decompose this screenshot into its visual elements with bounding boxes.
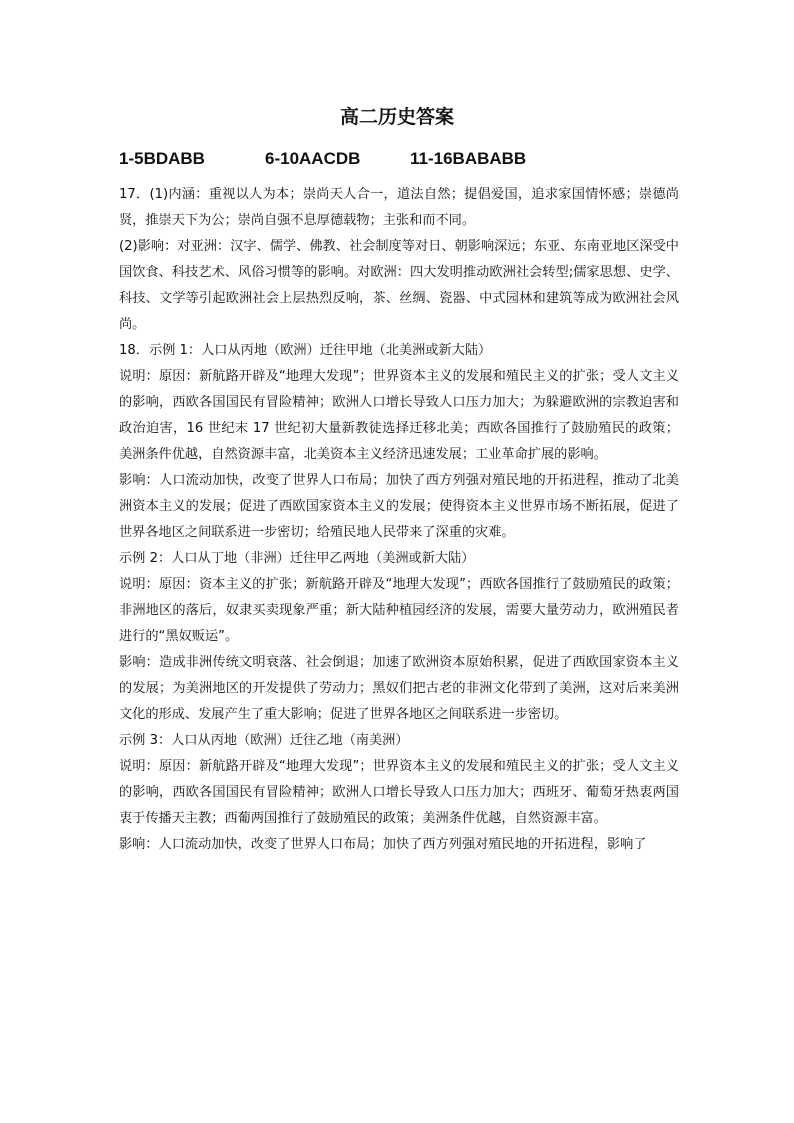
page-title: 高二历史答案 bbox=[339, 106, 454, 128]
q18-example1-heading: 18．示例 1：人口从丙地（欧洲）迁往甲地（北美洲或新大陆） bbox=[119, 343, 492, 358]
q17-part1-connotation: 17．(1)内涵：重视以人为本；崇尚天人合一，道法自然；提倡爱国，追求家国情怀感；崇德尚贤，推崇天下为公；崇尚自强不息厚德载物；主张和而不同。 bbox=[119, 187, 679, 228]
q18-example3-heading: 示例 3：人口从丙地（欧洲）迁往乙地（南美洲） bbox=[119, 733, 409, 748]
q18-example2-influence: 影响：造成非洲传统文明衰落、社会倒退；加速了欧洲资本原始积累，促进了西欧国家资本主义的发展；为美洲地区的开发提供了劳动力；黑奴们把古老的非洲文化带到了美洲，这对后来美洲文化的形成、发展产生了重大影响；促进了世界各地区之间联系进一步密切。 bbox=[119, 655, 679, 722]
q18-example2-heading: 示例 2：人口从丁地（非洲）迁往甲乙两地（美洲或新大陆） bbox=[119, 551, 475, 566]
q18-example3-influence: 影响：人口流动加快，改变了世界人口布局；加快了西方列强对殖民地的开拓进程，影响了 bbox=[119, 837, 647, 852]
mc-answers-6-10: 6-10AACDB bbox=[265, 149, 361, 168]
q18-example1-explanation: 说明：原因：新航路开辟及“地理大发现”；世界资本主义的发展和殖民主义的扩张；受人文主义的影响，西欧各国国民有冒险精神；欧洲人口增长导致人口压力加大；为躲避欧洲的宗教迫害和政治迫害，16 世纪末 17 世纪初大量新教徒选择迁移北美；西欧各国推行了鼓励殖民的政策；美洲条件优越，自然资源丰富，北美资本主义经济迅速发展；工业革命扩展的影响。 bbox=[119, 369, 679, 462]
q18-example3-explanation: 说明：原因：新航路开辟及“地理大发现”；世界资本主义的发展和殖民主义的扩张；受人文主义的影响，西欧各国国民有冒险精神；欧洲人口增长导致人口压力加大；西班牙、葡萄牙热衷两国衷于传播天主教；西葡两国推行了鼓励殖民的政策；美洲条件优越，自然资源丰富。 bbox=[119, 759, 679, 826]
q18-example2-explanation: 说明：原因：资本主义的扩张；新航路开辟及“地理大发现”；西欧各国推行了鼓励殖民的政策；非洲地区的落后，奴隶买卖现象严重；新大陆种植园经济的发展，需要大量劳动力，欧洲殖民者进行的“黑奴贩运”。 bbox=[119, 577, 679, 644]
mc-answers-11-16: 11-16BABABB bbox=[410, 149, 527, 168]
q18-example1-influence: 影响：人口流动加快，改变了世界人口布局；加快了西方列强对殖民地的开拓进程，推动了北美洲资本主义的发展；促进了西欧国家资本主义的发展；使得资本主义世界市场不断拓展，促进了世界各地区之间联系进一步密切；给殖民地人民带来了深重的灾难。 bbox=[119, 473, 679, 540]
q17-part2-influence: (2)影响：对亚洲：汉字、儒学、佛教、社会制度等对日、朝影响深远；东亚、东南亚地区深受中国饮食、科技艺术、风俗习惯等的影响。对欧洲：四大发明推动欧洲社会转型;儒家思想、史学、科技、文学等引起欧洲社会上层热烈反响，茶、丝绸、瓷器、中式园林和建筑等成为欧洲社会风尚。 bbox=[119, 239, 679, 332]
answer-body bbox=[119, 182, 679, 858]
mc-answers-1-5: 1-5BDABB bbox=[119, 149, 205, 168]
